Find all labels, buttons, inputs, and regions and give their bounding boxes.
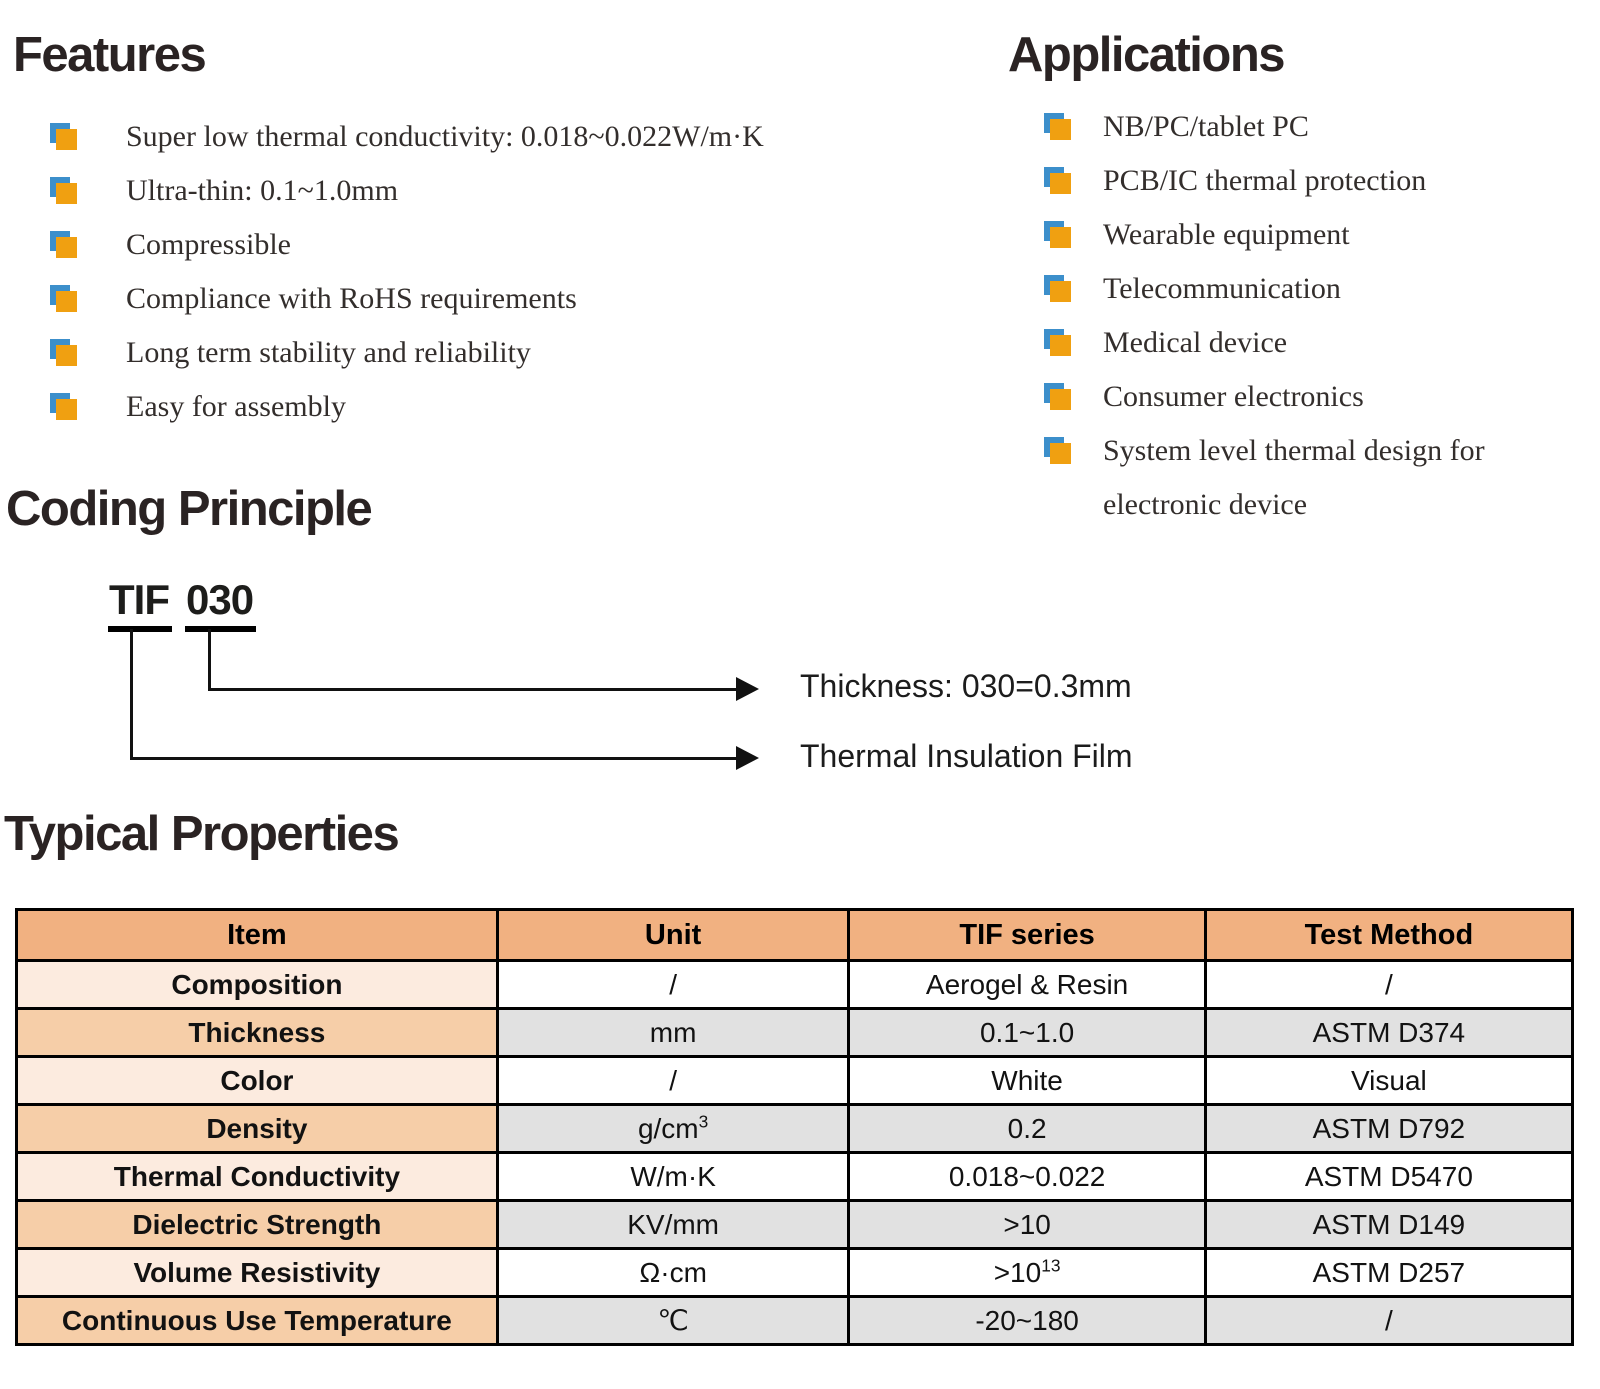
application-text: System level thermal design for electronic device: [1103, 434, 1485, 521]
header-unit: Unit: [497, 910, 849, 961]
property-value: [849, 1249, 1205, 1297]
property-value: 0.018~0.022: [849, 1153, 1205, 1201]
feature-text: Super low thermal conductivity: 0.018~0.022W/m·K: [126, 120, 764, 153]
property-unit: /: [497, 1057, 849, 1105]
table-row: [17, 1249, 1573, 1297]
square-bullet-icon: [50, 285, 78, 313]
list-item: [1042, 370, 1573, 424]
unit-base: g/cm: [637, 1112, 699, 1144]
property-value: White: [849, 1057, 1205, 1105]
property-unit: ℃: [497, 1297, 849, 1345]
square-bullet-icon: [50, 177, 78, 205]
list-item: [1042, 424, 1573, 532]
square-bullet-icon: [1044, 329, 1072, 357]
property-name: Density: [17, 1105, 498, 1153]
film-label: Thermal Insulation Film: [800, 738, 1133, 774]
code-thickness-digits: 030: [185, 576, 256, 632]
property-method: ASTM D257: [1205, 1249, 1572, 1297]
square-bullet-icon: [1044, 113, 1072, 141]
code-thickness-connector-line: [208, 629, 211, 691]
property-unit: /: [497, 961, 849, 1009]
property-method: ASTM D374: [1205, 1009, 1572, 1057]
property-name: Volume Resistivity: [17, 1249, 498, 1297]
features-list: [48, 110, 764, 434]
feature-text: Easy for assembly: [126, 390, 346, 423]
application-text: Telecommunication: [1103, 272, 1341, 305]
property-value: >10: [849, 1201, 1205, 1249]
feature-text: Long term stability and reliability: [126, 336, 531, 369]
property-name: Continuous Use Temperature: [17, 1297, 498, 1345]
list-item: [48, 164, 764, 218]
square-bullet-icon: [50, 123, 78, 151]
table-header: [17, 910, 1573, 961]
list-item: [1042, 100, 1573, 154]
unit-superscript: 3: [698, 1111, 709, 1132]
table-row: [17, 1009, 1573, 1057]
application-text: Wearable equipment: [1103, 218, 1350, 251]
property-method: ASTM D149: [1205, 1201, 1572, 1249]
list-item: [48, 326, 764, 380]
header-item: Item: [17, 910, 498, 961]
application-text: Consumer electronics: [1103, 380, 1364, 413]
table-row: [17, 1297, 1573, 1345]
property-method: ASTM D5470: [1205, 1153, 1572, 1201]
property-value: -20~180: [849, 1297, 1205, 1345]
features-heading: Features: [13, 28, 206, 82]
thickness-arrow-line: [208, 688, 736, 691]
feature-text: Compressible: [126, 228, 291, 261]
list-item: [48, 110, 764, 164]
table-row: [17, 1057, 1573, 1105]
table-row: [17, 1105, 1573, 1153]
typical-properties-heading: Typical Properties: [4, 807, 399, 861]
property-method: /: [1205, 1297, 1572, 1345]
property-unit: mm: [497, 1009, 849, 1057]
property-unit: W/m·K: [497, 1153, 849, 1201]
application-text: PCB/IC thermal protection: [1103, 164, 1427, 197]
property-name: Thermal Conductivity: [17, 1153, 498, 1201]
square-bullet-icon: [50, 393, 78, 421]
feature-text: Ultra-thin: 0.1~1.0mm: [126, 174, 399, 207]
square-bullet-icon: [1044, 221, 1072, 249]
product-code: [108, 576, 256, 632]
property-unit: [497, 1105, 849, 1153]
property-method: /: [1205, 961, 1572, 1009]
application-text: NB/PC/tablet PC: [1103, 110, 1309, 143]
list-item: [48, 380, 764, 434]
square-bullet-icon: [1044, 437, 1072, 465]
code-prefix: TIF: [108, 576, 172, 632]
application-text: Medical device: [1103, 326, 1288, 359]
property-name: Composition: [17, 961, 498, 1009]
property-name: Color: [17, 1057, 498, 1105]
header-test-method: Test Method: [1205, 910, 1572, 961]
list-item: [1042, 316, 1573, 370]
applications-heading: Applications: [1008, 28, 1285, 82]
table-row: [17, 1153, 1573, 1201]
header-tif-series: TIF series: [849, 910, 1205, 961]
list-item: [48, 272, 764, 326]
properties-table: [15, 908, 1574, 1346]
property-unit: KV/mm: [497, 1201, 849, 1249]
property-value: 0.1~1.0: [849, 1009, 1205, 1057]
square-bullet-icon: [1044, 167, 1072, 195]
property-unit: Ω·cm: [497, 1249, 849, 1297]
right-arrowhead-icon: [736, 746, 759, 770]
property-method: Visual: [1205, 1057, 1572, 1105]
property-value: Aerogel & Resin: [849, 961, 1205, 1009]
coding-principle-heading: Coding Principle: [6, 482, 372, 536]
list-item: [1042, 154, 1573, 208]
value-superscript: 13: [1041, 1255, 1061, 1276]
square-bullet-icon: [1044, 383, 1072, 411]
property-name: Thickness: [17, 1009, 498, 1057]
square-bullet-icon: [50, 339, 78, 367]
property-method: ASTM D792: [1205, 1105, 1572, 1153]
list-item: [48, 218, 764, 272]
applications-list: [1042, 100, 1573, 532]
code-prefix-connector-line: [130, 629, 133, 759]
value-base: >10: [993, 1256, 1042, 1288]
table-body: [17, 961, 1573, 1345]
list-item: [1042, 262, 1573, 316]
right-arrowhead-icon: [736, 677, 759, 701]
film-arrow-line: [130, 757, 736, 760]
thickness-label: Thickness: 030=0.3mm: [800, 668, 1132, 704]
property-value: 0.2: [849, 1105, 1205, 1153]
feature-text: Compliance with RoHS requirements: [126, 282, 577, 315]
list-item: [1042, 208, 1573, 262]
square-bullet-icon: [50, 231, 78, 259]
table-header-row: [17, 910, 1573, 961]
square-bullet-icon: [1044, 275, 1072, 303]
table-row: [17, 961, 1573, 1009]
property-name: Dielectric Strength: [17, 1201, 498, 1249]
table-row: [17, 1201, 1573, 1249]
